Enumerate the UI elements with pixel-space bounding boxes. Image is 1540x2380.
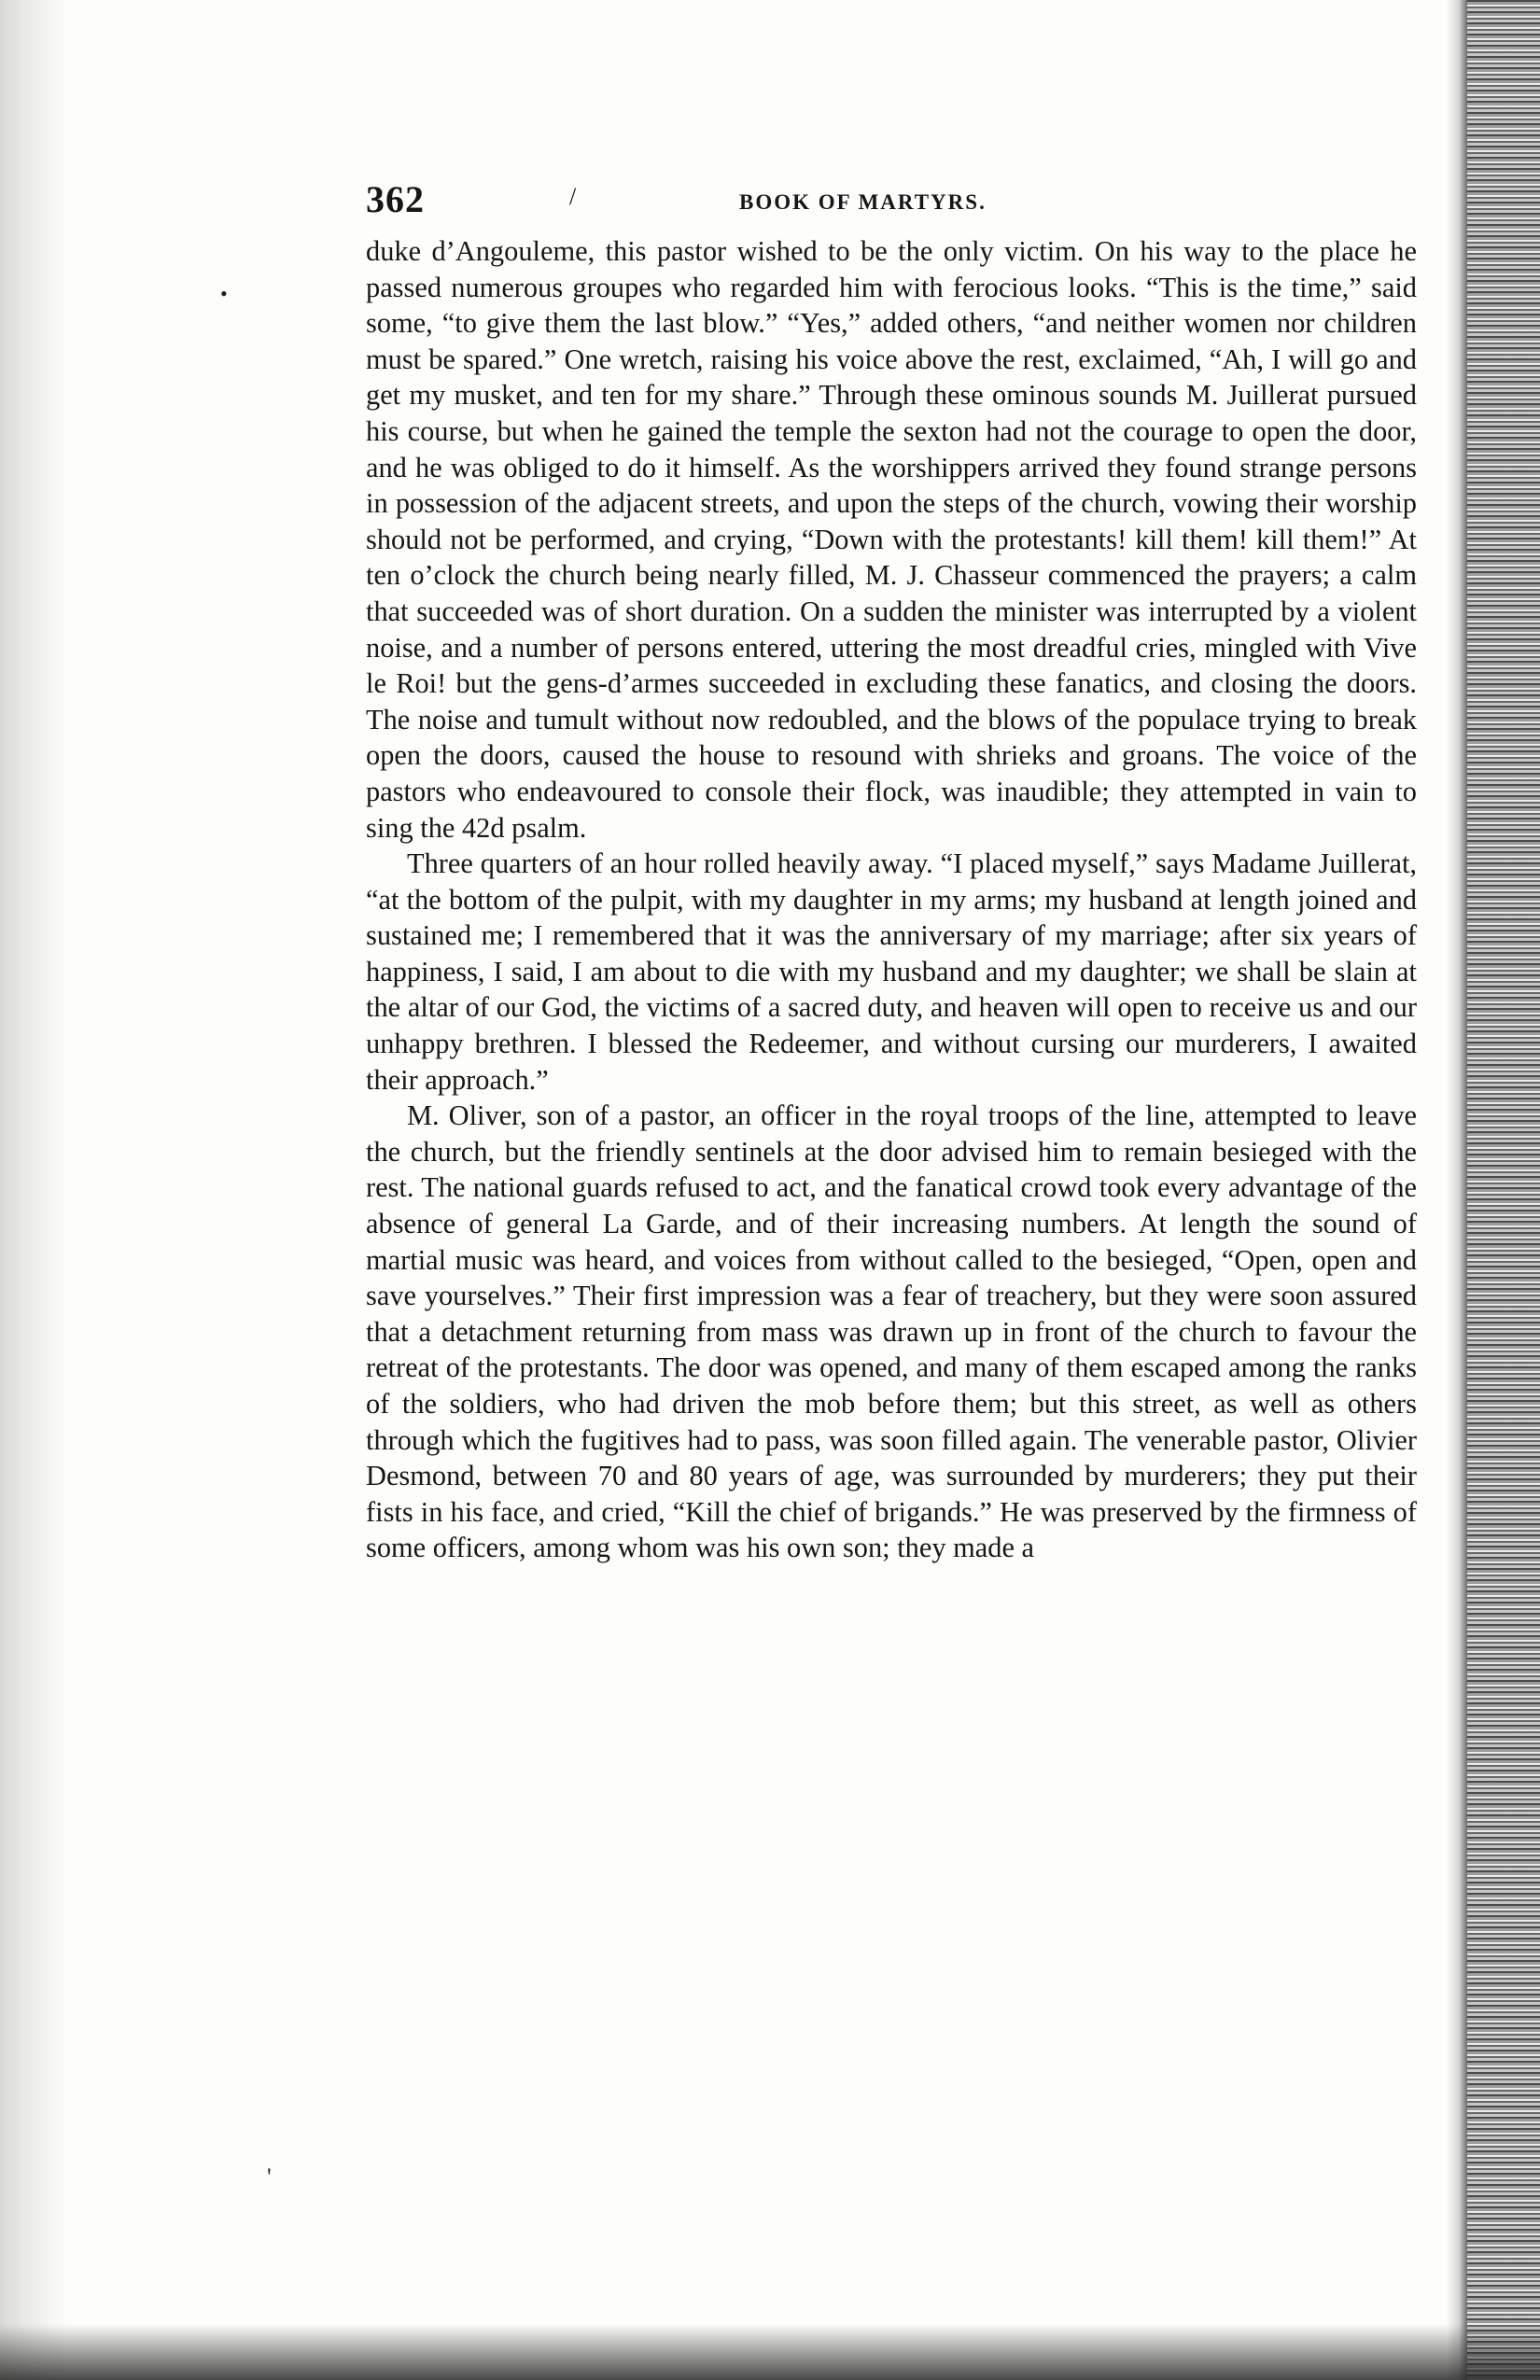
header-mark: / <box>569 183 577 210</box>
paragraph-2: Three quarters of an hour rolled heavily away. “I placed myself,” says Madame Juillerat, “at the bottom of the pulpit, with my daughter in my arms; my husband at length joined and sustained me; I remembered that it was the anniversary of my marriage; after six years of happiness, I said, I am about to die with my husband and my daughter; we shall be slain at the altar of our God, the victims of a sacred duty, and heaven will open to receive us and our unhappy brethren. I blessed the Redeemer, and without cursing our murderers, I awaited their approach.” <box>366 847 1417 1096</box>
fore-edge-pages <box>1467 0 1540 2380</box>
margin-dot: • <box>220 282 228 305</box>
page-edge-shadow <box>1447 0 1467 2380</box>
bottom-edge-shadow <box>0 2324 1540 2380</box>
running-head <box>366 177 1417 233</box>
page-number: 362 <box>366 178 425 220</box>
paragraph-3: M. Oliver, son of a pastor, an officer in the royal troops of the line, attempted to leave the church, but the friendly sentinels at the door advised him to remain besieged with the rest. The national guards refused to act, and the fanatical crowd took every advantage of the absence of general La Garde, and of their increasing numbers. At length the sound of martial music was heard, and voices from without called to the besieged, “Open, open and save yourselves.” Their first impression was a fear of treachery, but they were soon assured that a detachment returning from mass was drawn up in front of the church to favour the retreat of the protestants. The door was opened, and many of them escaped among the ranks of the soldiers, who had driven the mob before them; but this street, as well as others through which the fugitives had to pass, was soon filled again. The venerable pastor, Olivier Desmond, between 70 and 80 years of age, was surrounded by murderers; they put their fists in his face, and cried, “Kill the chief of brigands.” He was preserved by the firmness of some officers, among whom was his own son; they made a <box>366 1099 1417 1564</box>
book-title: BOOK OF MARTYRS. <box>739 190 987 214</box>
margin-tick: ' <box>267 2163 272 2191</box>
gutter-shadow <box>0 0 67 2380</box>
body-text <box>366 233 1417 1566</box>
paragraph-1: duke d’Angouleme, this pastor wished to be the only victim. On his way to the place he passed numerous groupes who regarded him with ferocious looks. “This is the time,” said some, “to give them the last blow.” “Yes,” added others, “and neither women nor children must be spared.” One wretch, raising his voice above the rest, exclaimed, “Ah, I will go and get my musket, and ten for my share.” Through these ominous sounds M. Juillerat pursued his course, but when he gained the temple the sexton had not the courage to open the door, and he was obliged to do it himself. As the worshippers arrived they found strange persons in possession of the adjacent streets, and upon the steps of the church, vowing their worship should not be performed, and crying, “Down with the protestants! kill them! kill them!” At ten o’clock the church being nearly filled, M. J. Chasseur commenced the prayers; a calm that succeeded was of short duration. On a sudden the minister was interrupted by a violent noise, and a number of persons entered, uttering the most dreadful cries, mingled with Vive le Roi! but the gens-d’armes succeeded in excluding these fanatics, and closing the doors. The noise and tumult without now redoubled, and the blows of the populace trying to break open the doors, caused the house to resound with shrieks and groans. The voice of the pastors who endeavoured to console their flock, was inaudible; they attempted in vain to sing the 42d psalm. <box>366 235 1417 844</box>
